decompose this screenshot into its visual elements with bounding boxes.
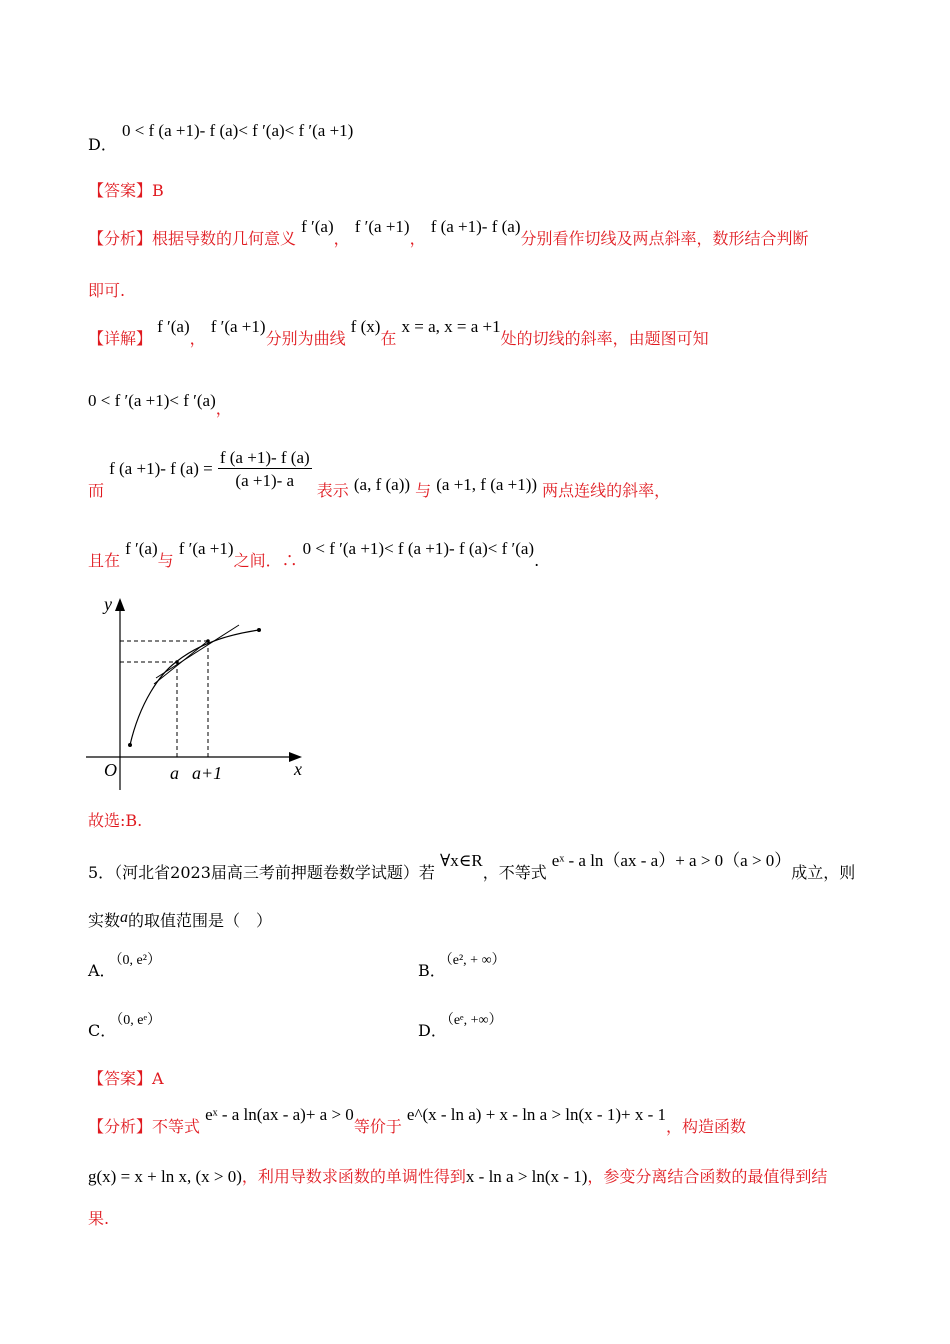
paragraph-text: 表示 <box>316 481 349 500</box>
paragraph-text: 而 <box>88 481 105 500</box>
fraction <box>218 448 312 491</box>
y-axis-arrow <box>115 598 125 611</box>
analysis-text: 分别看作切线及两点斜率，数形结合判断 <box>520 229 809 248</box>
analysis-text: ，利用导数求函数的单调性得到 <box>241 1167 466 1186</box>
question-text: 实数 <box>88 911 121 930</box>
detail-text: 在 <box>380 329 397 348</box>
paragraph-text: 与 <box>415 481 432 500</box>
math-expression: 0 < f ′(a +1)< f ′(a) <box>88 391 216 410</box>
tick-label-a-plus-1: a+1 <box>192 763 223 783</box>
analysis-tag: 【分析】 <box>88 1117 153 1136</box>
curve-end-point <box>257 628 261 632</box>
option-label: B． <box>418 961 446 980</box>
option-value: （e², + ∞） <box>445 953 506 968</box>
inequality-row: 0 < f ′(a +1)< f ′(a)， <box>88 391 232 418</box>
math-expression: 0 < f ′(a +1)< f (a +1)- f (a)< f ′(a) <box>302 539 535 558</box>
option-label: D． <box>418 1021 447 1040</box>
math-expression: x - ln a > ln(x - 1) <box>465 1167 588 1186</box>
analysis-tag: 【分析】 <box>88 229 153 248</box>
paragraph-text: 且在 <box>88 551 121 570</box>
question-5-continued <box>88 908 272 931</box>
choice-conclusion: 故选:B. <box>88 811 143 830</box>
analysis-text: 等价于 <box>353 1117 402 1136</box>
tick-label-a: a <box>170 763 179 783</box>
option-value: （eᵉ, +∞） <box>446 1013 503 1028</box>
detail-tag: 【详解】 <box>88 329 153 348</box>
option-b[interactable] <box>418 953 506 981</box>
math-expression: f ′(a +1) <box>178 539 234 558</box>
option-c[interactable] <box>88 1013 162 1041</box>
math-variable: a <box>120 909 129 926</box>
math-expression: x = a, x = a +1 <box>401 317 501 336</box>
slope-paragraph <box>88 448 671 500</box>
origin-label: O <box>104 760 117 780</box>
fraction-denominator: (a +1)- a <box>235 471 295 490</box>
option-label: A． <box>88 961 116 980</box>
math-expression: f (a +1)- f (a) = <box>109 459 213 478</box>
math-expression: (a, f (a)) <box>353 475 411 494</box>
y-axis-label: y <box>104 594 112 614</box>
paragraph-text: 与 <box>157 551 174 570</box>
math-expression: f ′(a +1) <box>210 317 266 336</box>
analysis-paragraph-2 <box>88 1105 747 1137</box>
analysis-text: ，构造函数 <box>666 1117 747 1136</box>
x-axis-label: x <box>294 759 302 779</box>
math-expression: f ′(a +1) <box>354 217 410 236</box>
math-expression: (a +1, f (a +1)) <box>436 475 538 494</box>
math-expression: eˣ - a ln(ax - a)+ a > 0 <box>205 1105 354 1124</box>
tangent-line <box>156 625 239 678</box>
detail-text: 分别为曲线 <box>265 329 346 348</box>
option-value: （0, e²） <box>115 953 161 968</box>
answer-label: 【答案】A <box>88 1069 164 1088</box>
conclusion-paragraph: 且在 f ′(a)与 f ′(a +1)之间．∴ 0 < f ′(a +1)< f (a +1)- f (a)< f ′(a). <box>88 539 540 570</box>
math-expression: f ′(a) <box>125 539 158 558</box>
analysis-text: 不等式 <box>152 1117 201 1136</box>
fraction-numerator: f (a +1)- f (a) <box>219 448 310 467</box>
analysis-text: ，参变分离结合函数的最值得到结 <box>587 1167 828 1186</box>
math-expression: g(x) = x + ln x, (x > 0) <box>88 1167 242 1186</box>
paragraph-text: 之间．∴ <box>233 551 298 570</box>
math-expression: f (x) <box>350 317 381 336</box>
option-value: （0, eᵉ） <box>116 1013 162 1028</box>
question-text: 5．（河北省2023届高三考前押题卷数学试题）若 <box>88 863 435 882</box>
function-curve <box>130 630 259 745</box>
math-expression: e^(x - ln a) + x - ln a > ln(x - 1)+ x - 1 <box>406 1105 667 1124</box>
option-a[interactable] <box>88 953 161 981</box>
analysis-paragraph: 【分析】根据导数的几何意义 f ′(a)， f ′(a +1)， f (a +1)- f (a)分别看作切线及两点斜率，数形结合判断 <box>88 217 809 248</box>
math-expression: f ′(a) <box>157 317 190 336</box>
analysis-text: 即可. <box>88 281 126 300</box>
detail-paragraph: 【详解】 f ′(a)， f ′(a +1)分别为曲线 f (x)在 x = a, x = a +1处的切线的斜率，由题图可知 <box>88 317 709 348</box>
math-expression: eˣ - a ln（ax - a）+ a > 0（a > 0） <box>551 851 792 870</box>
math-expression: ∀x∈R <box>440 851 483 870</box>
detail-text: 处的切线的斜率，由题图可知 <box>500 329 709 348</box>
answer-label: 【答案】B <box>88 181 164 200</box>
graph-svg <box>84 592 314 792</box>
option-label: D． <box>88 135 117 154</box>
question-text: ，不等式 <box>482 863 547 882</box>
analysis-text: 果. <box>88 1209 110 1228</box>
option-d-row <box>88 118 354 154</box>
question-text: 的取值范围是（ ） <box>128 911 273 930</box>
option-label: C． <box>88 1021 117 1040</box>
paragraph-text: 两点连线的斜率， <box>542 481 671 500</box>
question-text: 成立，则 <box>791 863 856 882</box>
option-d[interactable] <box>418 1013 503 1041</box>
analysis-text: 根据导数的几何意义 <box>152 229 297 248</box>
function-graph-figure <box>84 592 314 796</box>
math-expression: 0 < f (a +1)- f (a)< f ′(a)< f ′(a +1) <box>121 121 354 140</box>
analysis-paragraph-2-cont <box>88 1164 827 1187</box>
math-expression: f (a +1)- f (a) <box>430 217 521 236</box>
math-expression: f ′(a) <box>301 217 334 236</box>
curve-start-point <box>128 743 132 747</box>
question-5 <box>88 851 856 883</box>
